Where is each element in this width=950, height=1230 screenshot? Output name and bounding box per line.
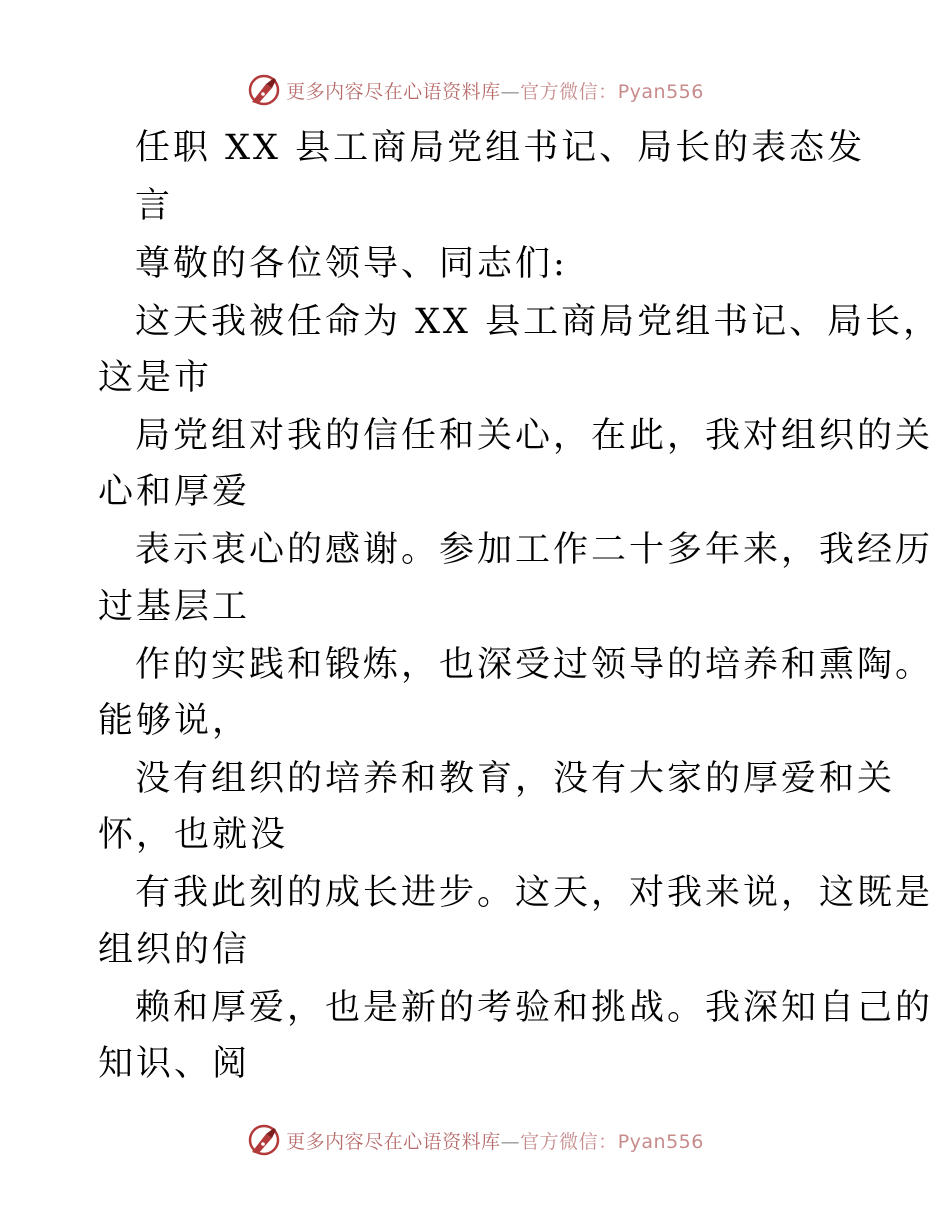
paragraph-line: 这天我被任命为 XX 县工商局党组书记、局长， — [135, 302, 942, 342]
paragraph-line: 组织的信 — [98, 930, 251, 970]
paragraph-line: 能够说， — [98, 701, 251, 741]
paragraph-line: 过基层工 — [98, 587, 251, 627]
paragraph-line: 表示衷心的感谢。参加工作二十多年来，我经历 — [135, 530, 934, 570]
paragraph-line: 作的实践和锻炼，也深受过领导的培养和熏陶。 — [135, 645, 934, 685]
paragraph-line: 赖和厚爱，也是新的考验和挑战。我深知自己的 — [135, 988, 934, 1028]
footer-watermark-banner — [0, 1118, 950, 1162]
paragraph-line: 有我此刻的成长进步。这天，对我来说，这既是 — [135, 873, 934, 913]
pen-nib-logo-icon — [246, 1122, 282, 1158]
watermark-text: 更多内容尽在心语资料库—官方微信：Pyan556 — [286, 80, 704, 103]
title-line-1: 任职 XX 县工商局党组书记、局长的表态发 — [135, 128, 866, 168]
paragraph-line: 知识、阅 — [98, 1044, 251, 1084]
watermark-text: 更多内容尽在心语资料库—官方微信：Pyan556 — [286, 1130, 704, 1153]
header-watermark-banner — [0, 68, 950, 112]
salutation: 尊敬的各位领导、同志们: — [135, 244, 568, 284]
paragraph-line: 怀，也就没 — [98, 815, 289, 855]
paragraph-line: 心和厚爱 — [98, 472, 251, 512]
paragraph-line: 没有组织的培养和教育，没有大家的厚爱和关 — [135, 759, 896, 799]
paragraph-line: 这是市 — [98, 358, 213, 398]
pen-nib-logo-icon — [246, 72, 282, 108]
title-line-2: 言 — [135, 186, 174, 226]
paragraph-line: 局党组对我的信任和关心，在此，我对组织的关 — [135, 416, 934, 456]
